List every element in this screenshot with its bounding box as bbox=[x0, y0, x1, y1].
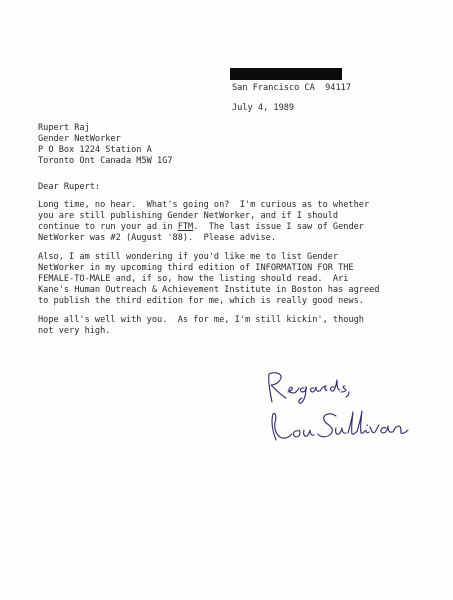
paragraph-line: to publish the third edition for me, which is really good news. bbox=[38, 296, 364, 306]
paragraph-line: Also, I am still wondering if you'd like me to list Gender bbox=[38, 252, 339, 262]
paragraph-line: NetWorker was #2 (August '88). Please advise. bbox=[38, 233, 276, 243]
paragraph-line: Long time, no hear. What's going on? I'm curious as to whether bbox=[38, 200, 370, 210]
salutation: Dear Rupert: bbox=[38, 182, 101, 192]
paragraph-line: not very high. bbox=[38, 326, 111, 336]
paragraph-line bbox=[38, 222, 364, 232]
recipient-org: Gender NetWorker bbox=[38, 134, 121, 144]
paragraph-line: NetWorker in my upcoming third edition of INFORMATION FOR THE bbox=[38, 263, 354, 273]
text-segment: continue to run your ad in bbox=[38, 222, 178, 232]
recipient-name: Rupert Raj bbox=[38, 123, 90, 133]
paragraph-line: you are still publishing Gender NetWorker, and if I should bbox=[38, 211, 339, 221]
redacted-street-address bbox=[230, 68, 342, 80]
paragraph-line: Kane's Human Outreach & Achievement Institute in Boston has agreed bbox=[38, 285, 380, 295]
recipient-city: Toronto Ont Canada M5W 1G7 bbox=[38, 156, 173, 166]
letter-date: July 4, 1989 bbox=[232, 103, 295, 113]
handwritten-signature bbox=[262, 368, 422, 448]
paragraph-line: Hope all's well with you. As for me, I'm still kickin', though bbox=[38, 315, 364, 325]
paragraph-line: FEMALE-TO-MALE and, if so, how the listing should read. Ari bbox=[38, 274, 349, 284]
sender-city-line: San Francisco CA 94117 bbox=[232, 83, 351, 93]
recipient-box: P O Box 1224 Station A bbox=[38, 145, 152, 155]
text-segment: . The last issue I saw of Gender bbox=[193, 222, 364, 232]
ftm-title-underlined: FTM bbox=[177, 222, 194, 232]
